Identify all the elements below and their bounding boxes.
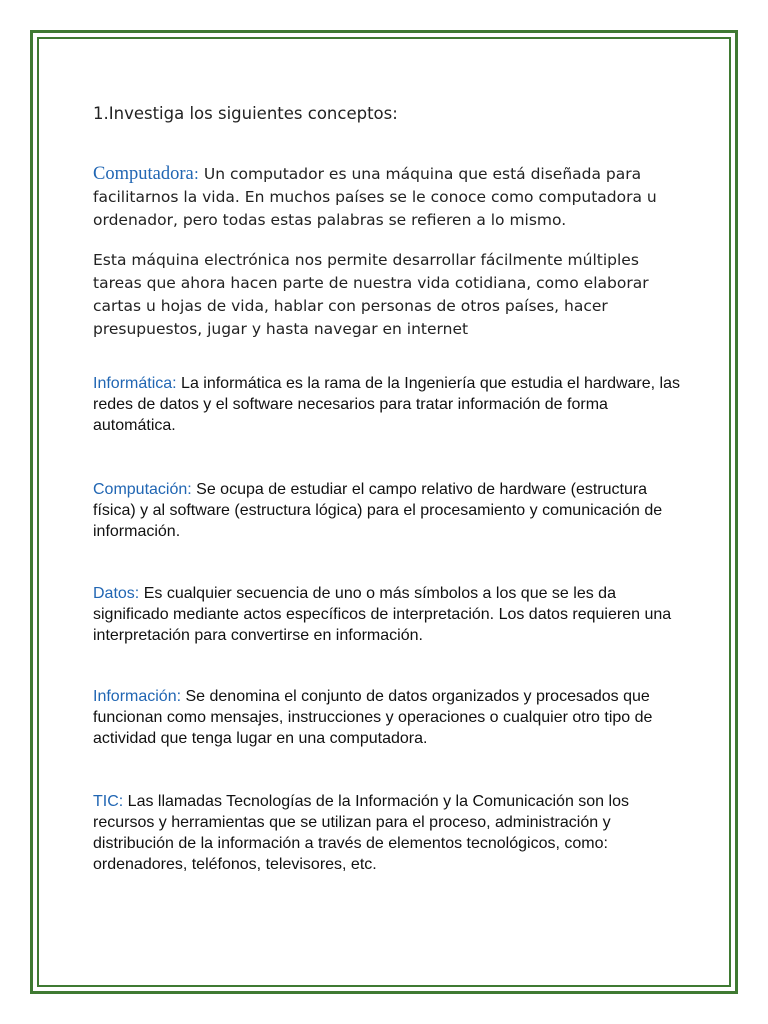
term-informacion: Información:: [93, 688, 182, 705]
term-computacion: Computación:: [93, 481, 192, 498]
assignment-heading: 1.Investiga los siguientes conceptos:: [93, 104, 398, 123]
definition-informacion: [93, 686, 683, 749]
definition-informatica: [93, 373, 683, 436]
term-computadora: Computadora: [93, 164, 194, 184]
definition-text: Un computador es una máquina que está diseñada para facilitarnos la vida. En muchos países se le conoce como computadora u ordenador, pero todas estas palabras se refieren a lo mismo.: [93, 165, 657, 229]
term-tic: TIC:: [93, 793, 124, 810]
definition-text: Se denomina el conjunto de datos organizados y procesados que funcionan como mensajes, instrucciones y operaciones o cualquier otro tipo de actividad que tenga lugar en una computadora.: [93, 688, 653, 747]
definition-computadora: [93, 163, 683, 232]
term-separator: :: [193, 165, 199, 183]
definition-text: La informática es la rama de la Ingeniería que estudia el hardware, las redes de datos y el software necesarios para tratar información de forma automática.: [93, 375, 680, 434]
definition-text: Se ocupa de estudiar el campo relativo de hardware (estructura física) y al software (estructura lógica) para el procesamiento y comunicación de información.: [93, 481, 663, 540]
term-informatica: Informática:: [93, 375, 177, 392]
paragraph-computadora-detail: Esta máquina electrónica nos permite desarrollar fácilmente múltiples tareas que ahora hacen parte de nuestra vida cotidiana, como elaborar cartas u hojas de vida, hablar con personas de otros países, hacer presupuestos, jugar y hasta navegar en internet: [93, 251, 649, 338]
definition-text: Las llamadas Tecnologías de la Información y la Comunicación son los recursos y herramientas que se utilizan para el proceso, administración y distribución de la información a través de elementos tecnológicos, como: ordenadores, teléfonos, televisores, etc.: [93, 793, 629, 873]
definition-tic: [93, 791, 683, 875]
definition-computacion: [93, 479, 683, 542]
definition-datos: [93, 583, 683, 646]
term-datos: Datos:: [93, 585, 140, 602]
definition-text: Es cualquier secuencia de uno o más símbolos a los que se les da significado mediante actos específicos de interpretación. Los datos requieren una interpretación para convertirse en información.: [93, 585, 672, 644]
